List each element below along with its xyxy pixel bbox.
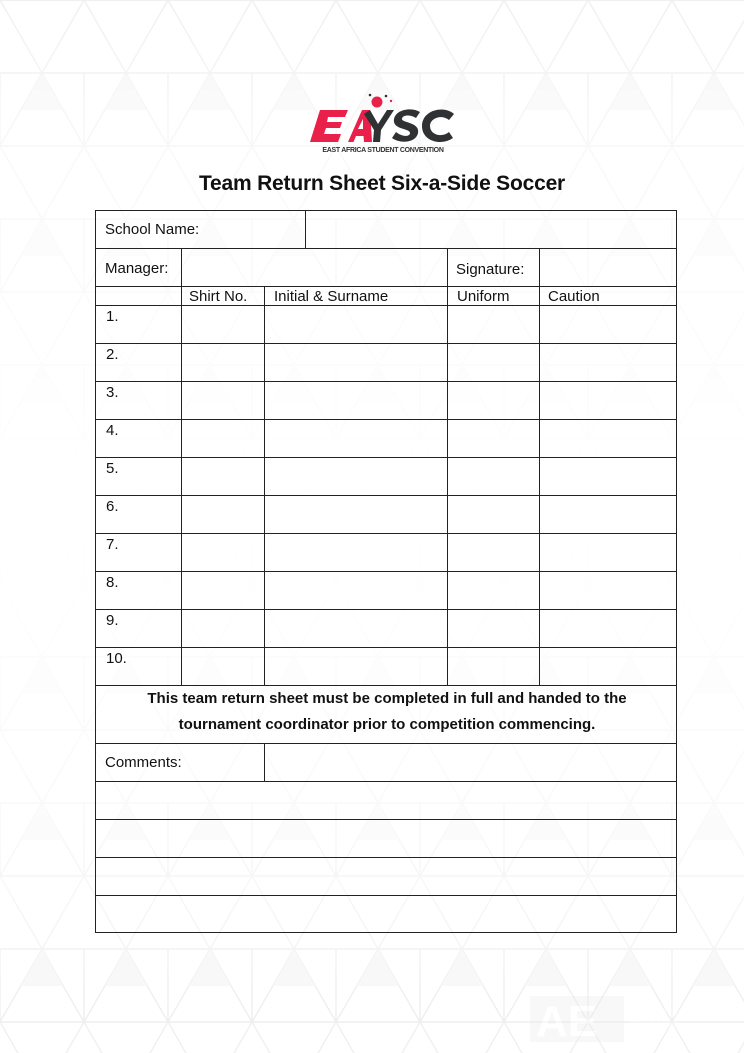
comments-field[interactable] xyxy=(265,744,676,780)
comments-line[interactable] xyxy=(96,820,676,856)
column-header-caution: Caution xyxy=(548,288,600,305)
school-name-field[interactable] xyxy=(306,212,676,247)
notice-line: tournament coordinator prior to competition commencing. xyxy=(178,716,596,733)
logo-tagline: EAST AFRICA STUDENT CONVENTION xyxy=(322,147,444,154)
column-header-shirt-no: Shirt No. xyxy=(189,288,248,305)
row-number: 8. xyxy=(106,574,119,591)
manager-field[interactable] xyxy=(182,249,446,285)
column-header-initial-surname: Initial & Surname xyxy=(274,288,389,305)
row-number: 4. xyxy=(106,422,119,439)
watermark-line1: ACCESS EDGE xyxy=(630,1008,696,1018)
row-number: 9. xyxy=(106,612,119,629)
comments-line[interactable] xyxy=(96,896,676,932)
eaysc-logo xyxy=(308,92,458,160)
row-number: 10. xyxy=(106,650,127,667)
submission-notice xyxy=(96,686,678,738)
access-edge-watermark xyxy=(530,990,710,1044)
team-return-form xyxy=(95,210,677,933)
row-number: 7. xyxy=(106,536,119,553)
comments-label: Comments: xyxy=(105,754,182,771)
row-number: 1. xyxy=(106,308,119,325)
manager-label: Manager: xyxy=(105,260,169,277)
school-name-label: School Name: xyxy=(105,221,200,238)
signature-field[interactable] xyxy=(540,249,676,285)
page-title: Team Return Sheet Six-a-Side Soccer xyxy=(198,172,566,195)
row-number: 2. xyxy=(106,346,119,363)
watermark-line2: EDUCATION xyxy=(630,1020,683,1030)
row-number: 3. xyxy=(106,384,119,401)
signature-label: Signature: xyxy=(456,261,525,278)
row-number: 5. xyxy=(106,460,119,477)
column-header-uniform: Uniform xyxy=(457,288,510,305)
notice-line: This team return sheet must be completed in full and handed to the xyxy=(147,690,627,707)
watermark-letters: AE xyxy=(536,997,598,1044)
row-number: 6. xyxy=(106,498,119,515)
comments-line[interactable] xyxy=(96,782,676,818)
comments-line[interactable] xyxy=(96,858,676,894)
